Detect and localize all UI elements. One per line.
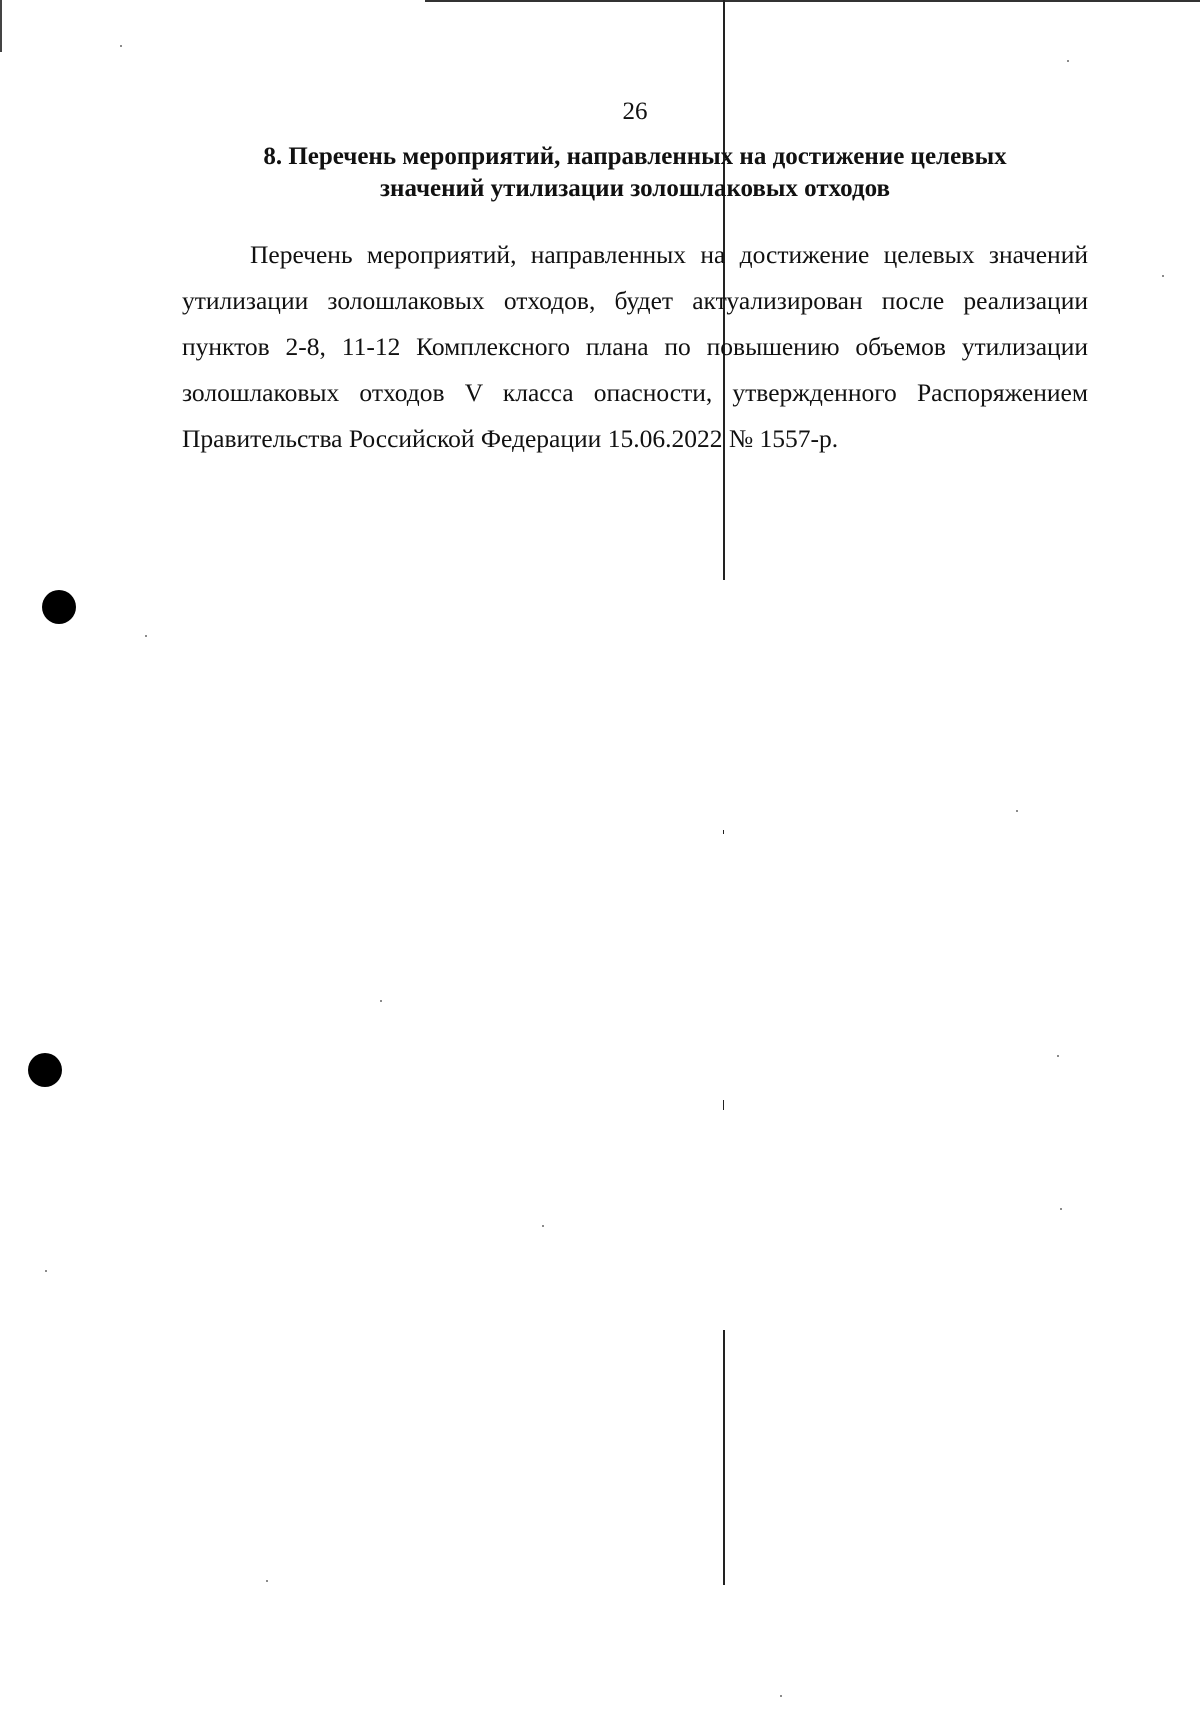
- scan-top-border: [425, 0, 1200, 2]
- heading-line-2: значений утилизации золошлаковых отходов: [380, 175, 890, 202]
- punch-hole-mark: [42, 590, 76, 624]
- scan-noise: [1057, 1055, 1059, 1057]
- scan-noise: [542, 1225, 544, 1227]
- scan-left-border: [0, 0, 2, 52]
- punch-hole-mark: [28, 1053, 62, 1087]
- page-number: 26: [622, 98, 648, 125]
- scan-noise: [145, 635, 147, 637]
- scan-noise: [380, 1000, 382, 1002]
- scan-noise: [1016, 810, 1018, 812]
- scan-noise: [1162, 275, 1164, 277]
- scan-noise: [1067, 60, 1069, 62]
- scan-fold-line: [723, 1330, 725, 1585]
- scan-fold-line: [723, 830, 724, 834]
- scan-noise: [266, 1580, 268, 1582]
- scan-fold-line: [723, 1100, 724, 1110]
- scan-noise: [1060, 1208, 1062, 1210]
- scan-noise: [120, 45, 122, 47]
- body-paragraph: Перечень мероприятий, направленных на достижение целевых значений утилизации золошлаковых отходов, будет актуализирован после реализации пунктов 2-8, 11-12 Комплексного плана по повышению объемов утилизации золошлаковых отходов V класса опасности, утвержденного Распоряжением Правительства Российской Федерации 15.06.2022 № 1557-р.: [182, 240, 1088, 453]
- scan-noise: [45, 1270, 47, 1272]
- scan-noise: [780, 1695, 782, 1697]
- section-heading: [170, 141, 1100, 205]
- heading-line-1: 8. Перечень мероприятий, направленных на достижение целевых: [263, 143, 1007, 170]
